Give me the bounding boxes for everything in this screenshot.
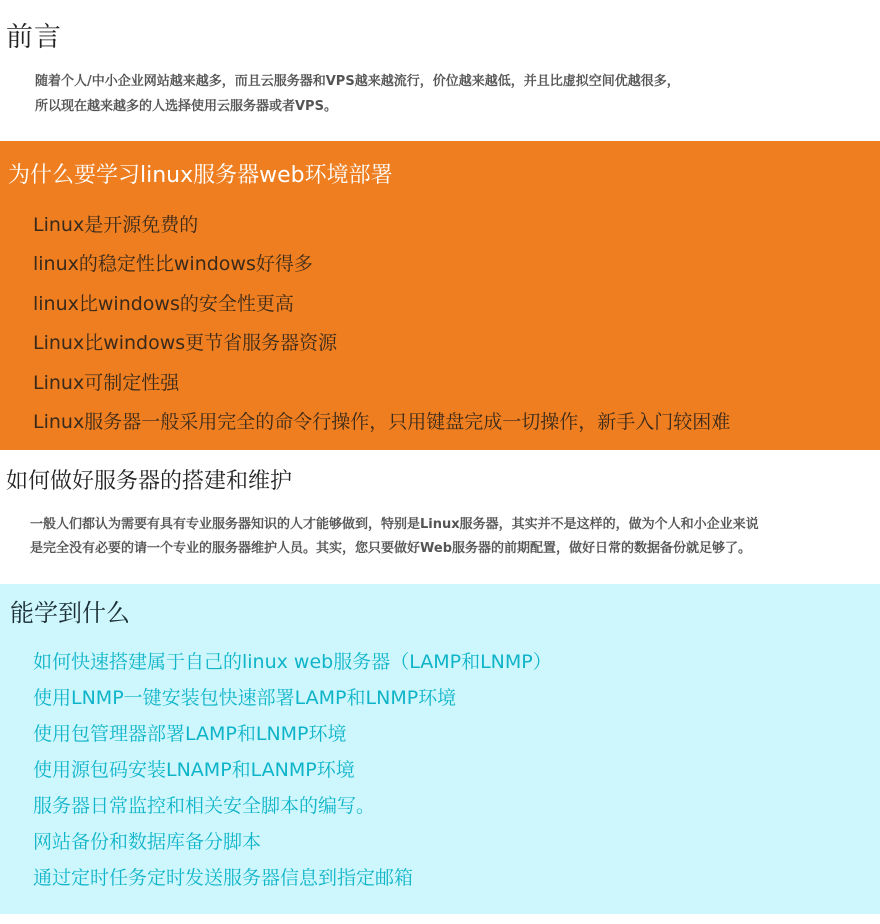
why-learn-section: [0, 141, 880, 450]
how-to-maintain-title: 如何做好服务器的搭建和维护: [6, 469, 293, 494]
how-to-maintain-paragraph-line-1: 一般人们都认为需要有具有专业服务器知识的人才能够做到，特别是Linux服务器，其实并不是这样的，做为个人和小企业来说: [30, 517, 759, 532]
how-to-maintain-section: [0, 450, 880, 584]
why-learn-item-stability: linux的稳定性比windows好得多: [33, 253, 313, 276]
how-to-maintain-paragraph: [30, 513, 870, 561]
why-learn-item-open-source: Linux是开源免费的: [33, 214, 199, 236]
preface-section: [0, 0, 880, 141]
why-learn-item-resources: Linux比windows更节省服务器资源: [33, 332, 338, 355]
learn-item-backup: 网站备份和数据库备分脚本: [33, 831, 262, 853]
why-learn-item-security: linux比windows的安全性更高: [33, 292, 294, 315]
how-to-maintain-paragraph-line-2: 是完全没有必要的请一个专业的服务器维护人员。其实，您只要做好Web服务器的前期配置，做好日常的数据备份就足够了。: [30, 541, 751, 556]
learn-item-scheduled-email: 通过定时任务定时发送服务器信息到指定邮箱: [33, 867, 414, 889]
why-learn-item-customizable: Linux可制定性强: [33, 371, 180, 394]
preface-title: 前言: [6, 22, 62, 53]
what-you-learn-list: [33, 647, 552, 899]
preface-paragraph: [35, 69, 865, 119]
preface-paragraph-line-1: 随着个人/中小企业网站越来越多，而且云服务器和VPS越来越流行，价位越来越低，并且比虚拟空间优越很多，: [35, 74, 680, 89]
learn-item-package-manager: 使用包管理器部署LAMP和LNMP环境: [33, 723, 347, 745]
what-you-learn-title: 能学到什么: [10, 599, 130, 627]
learn-item-source-install: 使用源包码安装LNAMP和LANMP环境: [33, 759, 355, 781]
why-learn-list: [33, 210, 730, 446]
preface-paragraph-line-2: 所以现在越来越多的人选择使用云服务器或者VPS。: [35, 99, 337, 114]
why-learn-title: 为什么要学习linux服务器web环境部署: [8, 163, 393, 188]
what-you-learn-section: [0, 584, 880, 914]
learn-item-lnmp-oneclick: 使用LNMP一键安装包快速部署LAMP和LNMP环境: [33, 687, 457, 709]
learn-item-build-server: 如何快速搭建属于自己的linux web服务器（LAMP和LNMP）: [33, 651, 552, 673]
why-learn-item-command-line: Linux服务器一般采用完全的命令行操作，只用键盘完成一切操作，新手入门较困难: [33, 410, 731, 433]
learn-item-monitoring: 服务器日常监控和相关安全脚本的编写。: [33, 795, 376, 817]
